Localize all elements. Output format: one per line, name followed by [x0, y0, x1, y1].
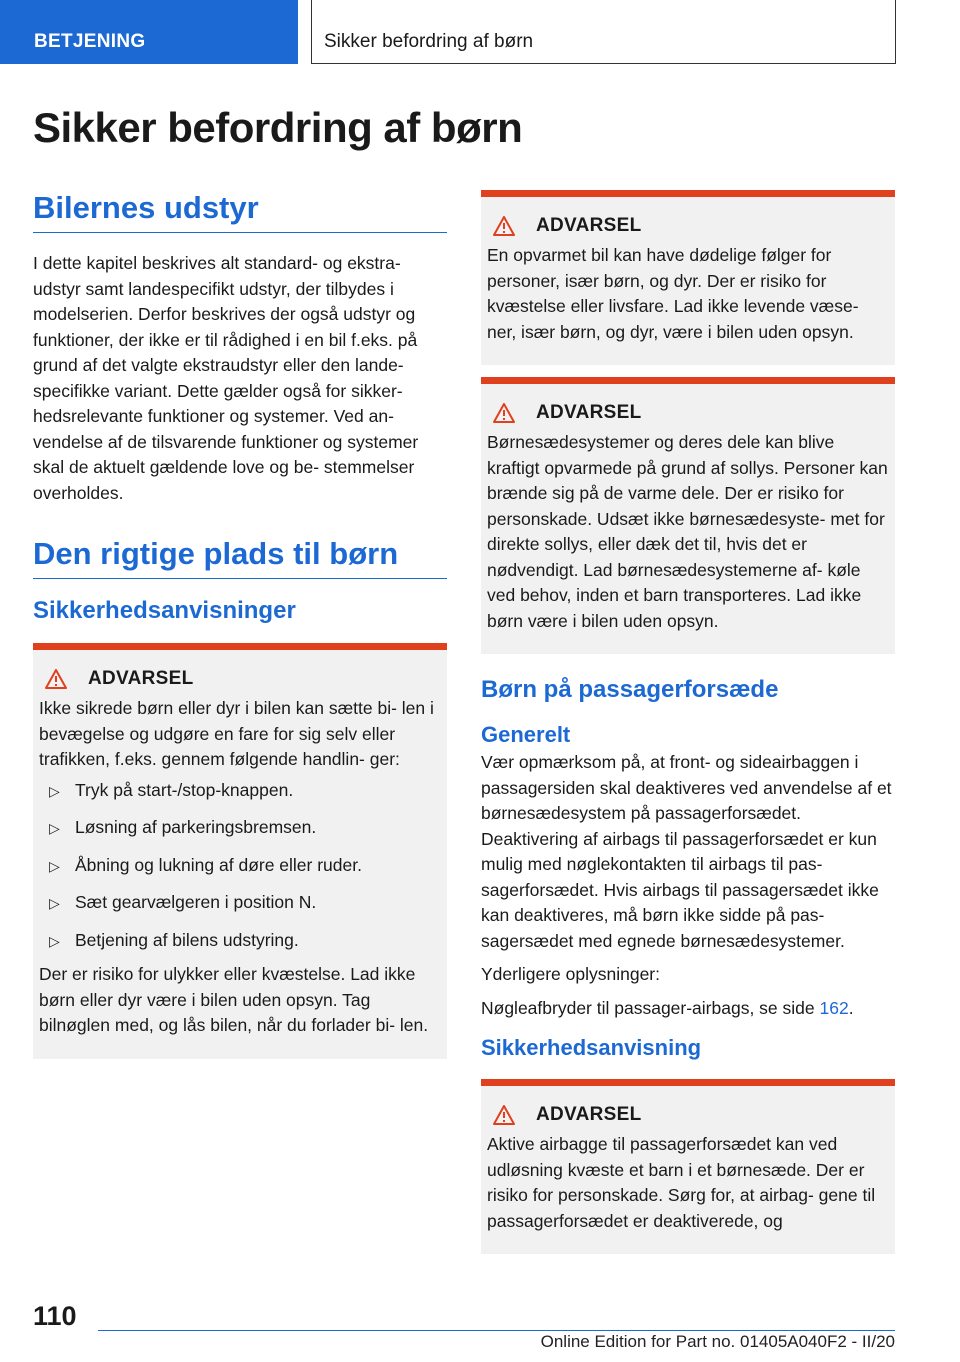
list-item: ▷ Betjening af bilens udstyring. [39, 925, 441, 957]
warning-header [487, 215, 889, 237]
warning-intro: Ikke sikrede børn eller dyr i bilen kan sætte bi- len i bevægelse og udgøre en fare for sig selv eller trafikken, f.eks. gennem følgende handlin- ger: [39, 698, 434, 769]
header-section-tab: BETJENING [0, 0, 298, 64]
page-number: 110 [33, 1301, 77, 1331]
list-item: ▷ Åbning og lukning af døre eller ruder. [39, 850, 441, 882]
warning-triangle-icon [493, 1105, 515, 1125]
warning-title: ADVARSEL [536, 402, 642, 423]
warning-triangle-icon [493, 403, 515, 423]
general-paragraph: Vær opmærksom på, at front- og sideairbaggen i passagersiden skal deaktiveres ved anvendelse af et børnesædesystem på passagerforsædet. Deaktivering af airbags til passagerforsædet er kun mulig med nøglekontakten til airbags til pas- sagerforsædet. Hvis airbags til passagersædet ikke kan deaktiveres, må børn ikke sidde på pas- sagersædet med egnede børnesædesystemer. [481, 752, 892, 951]
warning-header [487, 1104, 889, 1126]
warning-header [39, 668, 441, 690]
warning-text: Børnesædesystemer og deres dele kan blive kraftigt opvarmede på grund af sollys. Personer kan brænde sig på de varme dele. Der er risiko for personskade. Udsæt ikke børnesædesyste- met for direkte sollys, eller dæk det til, hvis det er nødvendigt. Lad børnesædesystemerne af- køle ved behov, inden et barn transporteres. Lad ikke børn være i bilen uden opsyn. [487, 432, 888, 631]
heading-generelt: Generelt [481, 722, 571, 747]
heading-born-pa-passagerforsaede: Børn på passagerforsæde [481, 676, 779, 703]
warning-triangle-icon [493, 216, 515, 236]
list-item: ▷ Tryk på start-/stop-knappen. [39, 775, 441, 807]
footer-edition: Online Edition for Part no. 01405A040F2 - II/20 [540, 1332, 895, 1351]
bullet-triangle-icon: ▷ [49, 932, 60, 949]
warning-box-airbag [481, 1079, 895, 1254]
warning-header [487, 402, 889, 424]
warning-title: ADVARSEL [536, 1104, 642, 1125]
warning-box-children-alone [33, 643, 447, 1059]
warning-title: ADVARSEL [88, 668, 194, 689]
warning-triangle-icon [45, 669, 67, 689]
heading-sikkerhedsanvisninger: Sikkerhedsanvisninger [33, 597, 296, 624]
heading-rigtige-plads: Den rigtige plads til børn [33, 536, 447, 579]
equipment-paragraph: I dette kapitel beskrives alt standard- og ekstra- udstyr samt landespecifikt udstyr, der tilbydes i modelserien. Derfor beskrives der også udstyr og funktioner, der ikke er til rådighed i en bil f.eks. på grund af det valgte ekstraudstyr eller den lande- specifikke variant. Dette gælder også for sikker- hedsrelevante funktioner og systemer. Ved an- vendelse af de tilsvarende funktioner og systemer skal de aktuelt gældende love og be- stemmelser overholdes. [33, 253, 419, 503]
page-reference-link[interactable]: 162 [819, 997, 849, 1018]
warning-text: Aktive airbagge til passagerforsædet kan ved udløsning kvæste et barn i et børnesæde. Der er risiko for personskade. Sørg for, at airbag- gene til passagerforsædet er deaktiverede, og [487, 1134, 876, 1231]
list-item: ▷ Sæt gearvælgeren i position N. [39, 887, 441, 919]
header-chapter-tab: Sikker befordring af børn [311, 0, 896, 64]
heading-bilernes-udstyr: Bilernes udstyr [33, 190, 447, 233]
warning-outro: Der er risiko for ulykker eller kvæstelse. Lad ikke børn eller dyr være i bilen uden opsyn. Tag bilnøglen med, og lås bilen, når du forlader bi- len. [39, 964, 429, 1035]
heading-sikkerhedsanvisning: Sikkerhedsanvisning [481, 1035, 702, 1060]
right-column [481, 190, 895, 1266]
left-column [33, 190, 447, 1071]
warning-list [39, 775, 441, 957]
footer-divider [98, 1330, 895, 1331]
warning-text: En opvarmet bil kan have dødelige følger for personer, især børn, og dyr. Der er risiko for kvæstelse eller livsfare. Lad ikke levende væse- ner, især børn, og dyr, være i bilen uden opsyn. [487, 245, 859, 342]
list-item: ▷ Løsning af parkeringsbremsen. [39, 812, 441, 844]
bullet-triangle-icon: ▷ [49, 895, 60, 911]
bullet-triangle-icon: ▷ [49, 782, 60, 799]
warning-box-heat [481, 190, 895, 365]
bullet-triangle-icon: ▷ [49, 820, 60, 836]
page-title: Sikker befordring af børn [33, 104, 523, 151]
bullet-triangle-icon: ▷ [49, 857, 60, 874]
reference-paragraph: Nøgleafbryder til passager-airbags, se side 162. [481, 997, 854, 1018]
more-info-text: Yderligere oplysninger: [481, 964, 660, 984]
warning-title: ADVARSEL [536, 215, 642, 236]
warning-box-child-seat-sun [481, 377, 895, 654]
